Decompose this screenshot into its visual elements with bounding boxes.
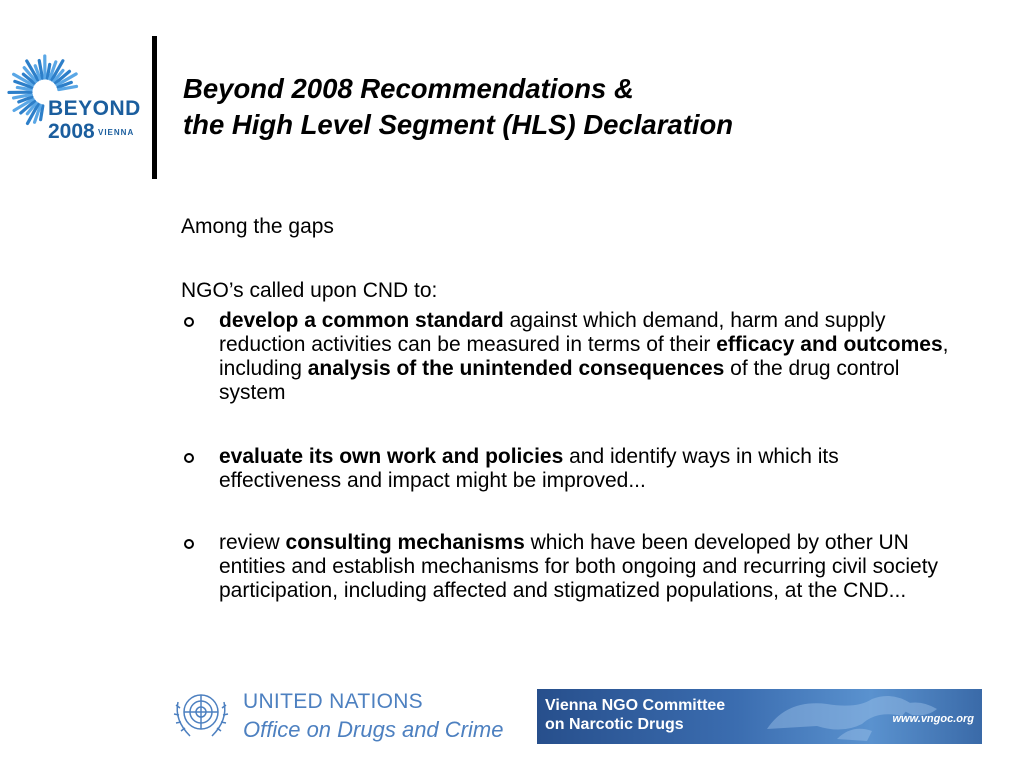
bullet-run: review: [219, 531, 286, 554]
logo-text-beyond: BEYOND: [48, 97, 141, 120]
bullet-circle-icon: [184, 453, 194, 463]
bullet-emphasis: develop a common standard: [219, 309, 504, 332]
bullet-circle-icon: [184, 317, 194, 327]
bullet-text-2: [219, 445, 959, 493]
bullet-emphasis: efficacy and outcomes: [716, 333, 943, 356]
un-emblem-icon: [168, 682, 234, 748]
bullet-text-3: [219, 531, 959, 603]
beyond-2008-logo: [0, 50, 150, 143]
vngoc-title-line-1: Vienna NGO Committee: [545, 697, 726, 714]
title-divider: [152, 36, 157, 179]
slide-title: [183, 71, 733, 143]
intro-text: Among the gaps: [181, 215, 334, 238]
bullet-run: and identify ways in which its effectiveness and impact might be improved...: [219, 445, 839, 492]
bullet-run: , including: [219, 333, 949, 380]
bullet-emphasis: consulting mechanisms: [285, 531, 525, 554]
unodc-name: Office on Drugs and Crime: [243, 717, 504, 742]
bullet-emphasis: evaluate its own work and policies: [219, 445, 564, 468]
unodc-logo: [168, 682, 504, 748]
bullet-emphasis: analysis of the unintended consequences: [307, 357, 725, 380]
lead-text: NGO’s called upon CND to:: [181, 279, 438, 302]
bullet-run: which have been developed by other UN entities and establish mechanisms for both ongoing and recurring civil society participation, including affected and stigmatized populations, at the CND...: [219, 531, 939, 602]
bullet-run: of the drug control system: [219, 357, 900, 404]
bullet-text-1: [219, 309, 959, 405]
title-line-2: the High Level Segment (HLS) Declaration: [183, 109, 734, 140]
bullet-circle-icon: [184, 539, 194, 549]
un-name: UNITED NATIONS: [243, 690, 423, 713]
logo-text-vienna: VIENNA: [98, 128, 135, 137]
bullet-run: against which demand, harm and supply reduction activities can be measured in terms of their: [219, 309, 886, 356]
vngoc-title-line-2: on Narcotic Drugs: [545, 716, 684, 733]
vngoc-banner: [537, 689, 982, 744]
logo-text-2008: 2008: [48, 120, 95, 143]
vngoc-url: www.vngoc.org: [892, 713, 974, 725]
title-line-1: Beyond 2008 Recommendations &: [183, 73, 634, 104]
